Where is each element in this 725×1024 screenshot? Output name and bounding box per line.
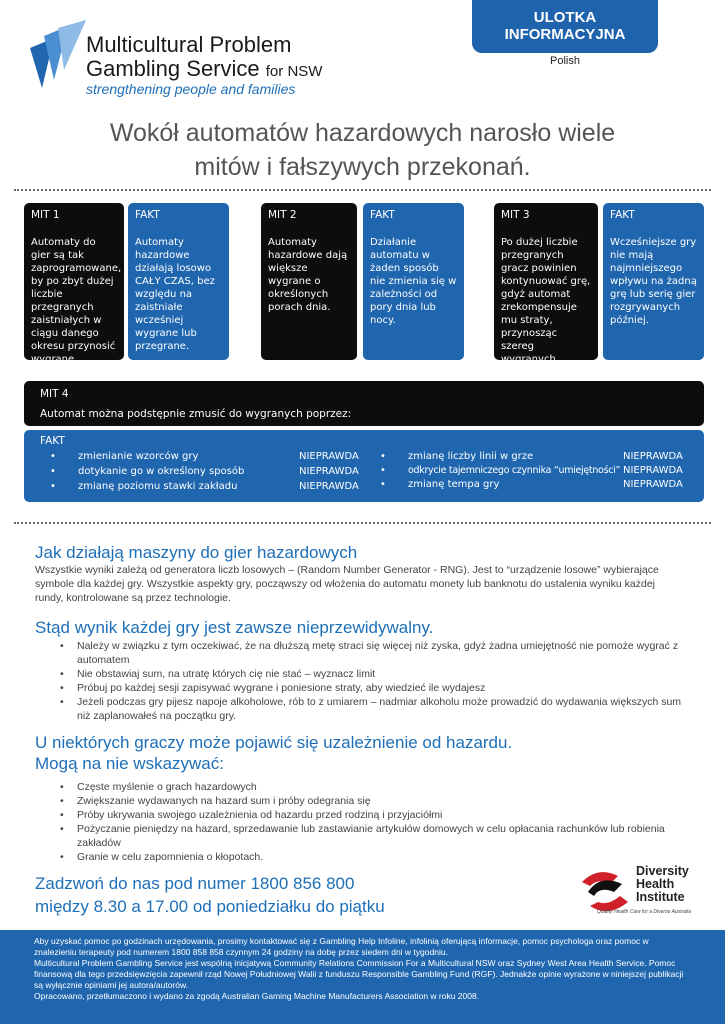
list-item: • Jeżeli podczas gry pijesz napoje alkoholowe, rób to z umiarem – nadmiar alkoholu może prowadzić do wydawania większych sum niż zaplanowałeś na początku gry. (60, 695, 685, 723)
partner-tagline: Quality Health Care for a Diverse Australia (597, 909, 692, 915)
list-item: • Granie w celu zapomnienia o kłopotach. (60, 850, 685, 864)
fact-item: zmianę tempa gry (408, 479, 500, 490)
card-label: MIT 3 (501, 209, 530, 221)
list-item: • Nie obstawiaj sum, na utratę których cię nie stać – wyznacz limit (60, 667, 685, 681)
leaflet-badge (472, 0, 658, 53)
card-text: Po dużej liczbie przegranych gracz powinien kontynuować grę, gdyż automat zrekompensuje mu straty, przynosząc szereg wygranych. (501, 237, 591, 365)
badge-line2: INFORMACYJNA (504, 26, 626, 43)
card-text: Wcześniejsze gry nie mają najmniejszego wpływu na żadną grę lub serię gier rozgrywanych później. (610, 237, 697, 326)
footer (0, 930, 725, 1024)
section-text: Wszystkie wyniki zależą od generatora liczb losowych – (Random Number Generator - RNG). Jest to “urządzenie losowe” wybierające symbole dla każdej gry. Wszystkie aspekty gry, począwszy od włożenia do automatu monety lub banknotu do ustalenia wyniku każdej rundy, kontrolowane są przez technologie. (35, 564, 659, 604)
fact-item: zmianę poziomu stawki zakładu (78, 481, 238, 492)
card-text: Automaty do gier są tak zaprogramowane, by po zbyt dużej liczbie przegranych zaistniałych w ciągu danego okresu przynosić wygrane. (31, 237, 122, 365)
heading-line1: U niektórych graczy może pojawić się uzależnienie od hazardu. (35, 733, 513, 752)
language-label: Polish (550, 55, 580, 67)
card-text: Automaty hazardowe dają większe wygrane o określonych porach dnia. (268, 237, 348, 313)
org-name-main: Gambling Service (86, 56, 260, 81)
card-label: MIT 4 (40, 388, 69, 400)
call-line1: Zadzwoń do nas pod numer 1800 856 800 (35, 874, 355, 893)
verdict-label: NIEPRAWDA (299, 451, 359, 462)
footer-paragraph: Opracowano, przetłumaczono i wydano za zgodą Australian Gaming Machine Manufacturers Association w roku 2008. (34, 991, 480, 1001)
card-label: FAKT (610, 209, 635, 221)
card-label: FAKT (40, 435, 65, 447)
page-title (40, 116, 685, 184)
org-name-suffix: for NSW (265, 63, 323, 80)
verdict-label: NIEPRAWDA (299, 466, 359, 477)
list-item: • Próby ukrywania swojego uzależnienia od hazardu przed rodziną i przyjaciółmi (60, 808, 685, 822)
myth-card-2 (261, 203, 357, 360)
partner-line2: Health (636, 877, 675, 891)
section-heading: Stąd wynik każdej gry jest zawsze nieprzewidywalny. (35, 618, 434, 637)
partner-name (636, 865, 689, 904)
fact-item: odkrycie tajemniczego czynnika “umiejętności” (408, 465, 621, 476)
footer-paragraph: Multicultural Problem Gambling Service jest wspólną inicjatywą Community Relations Commission For a Multicultural NSW oraz Sydney West Area Health Service. Pomoc finansową dla tego przedsięwzięcia zapewnił rząd Nowej Południowej Walii z funduszu Responsible Gambling Fund (RGF). Jednakże opinie wyrażone w niniejszej publikacji są wyłącznie opiniami jej autora/autorów. (34, 958, 684, 990)
verdict-label: NIEPRAWDA (299, 481, 359, 492)
verdict-label: NIEPRAWDA (623, 451, 683, 462)
verdict-label: NIEPRAWDA (623, 479, 683, 490)
fact-card-4: FAKT • zmienianie wzorców gry NIEPRAWDA • dotykanie go w określony sposób NIEPRAWDA • zmianę poziomu stawki zakładu NIEPRAWDA • zmianę liczby linii w grze NIEPRAWDA • odkrycie tajemniczego czynnika “umiejętności” NIEPRAWDA • zmianę tempa gry NIEPRAWDA (24, 430, 704, 502)
footer-paragraph: Aby uzyskać pomoc po godzinach urzędowania, prosimy kontaktować się z Gambling Help Infoline, infolinią oferującą informacje, pomoc psychologa oraz pomoc w znalezieniu terapeuty pod numerem 1800 858 858 czynnym 24 godziny na dobę przez siedem dni w tygodniu. (34, 936, 649, 957)
mpgs-logo-icon (24, 18, 94, 98)
badge-line1: ULOTKA (533, 9, 597, 26)
card-label: FAKT (370, 209, 395, 221)
fact-card-1 (128, 203, 229, 360)
card-label: FAKT (135, 209, 160, 221)
card-text: Automat można podstępnie zmusić do wygranych poprzez: (40, 408, 352, 420)
call-to-action (35, 872, 385, 918)
card-text: Automaty hazardowe działają losowo CAŁY CZAS, bez względu na zaistniałe wcześniej wygrane lub przegrane. (135, 237, 215, 352)
partner-line3: Institute (636, 890, 685, 904)
list-item: • Pożyczanie pieniędzy na hazard, sprzedawanie lub zastawianie artykułów domowych w celu opłacania rachunków lub robienia zakładów (60, 822, 685, 850)
list-item: • Należy w związku z tym oczekiwać, że na dłuższą metę straci się więcej niż zyska, gdyż żadna umiejętność nie pomoże wygrać z automatem (60, 639, 685, 667)
tips-list (60, 639, 685, 723)
card-label: MIT 2 (268, 209, 297, 221)
divider (14, 522, 711, 524)
partner-line1: Diversity (636, 864, 689, 878)
org-name-line1: Multicultural Problem (86, 32, 292, 57)
myth-card-1 (24, 203, 124, 365)
fact-item: dotykanie go w określony sposób (78, 466, 245, 477)
tagline: strengthening people and families (86, 81, 296, 97)
card-text: Działanie automatu w żaden sposób nie zmienia się w zależności od pory dnia lub nocy. (370, 237, 457, 326)
myth-card-3 (494, 203, 598, 365)
list-item: • Próbuj po każdej sesji zapisywać wygrane i poniesione straty, aby wiedzieć ile wydajesz (60, 681, 685, 695)
list-item: • Częste myślenie o grach hazardowych (60, 780, 685, 794)
call-line2: między 8.30 a 17.00 od poniedziałku do piątku (35, 897, 385, 916)
section-heading: Jak działają maszyny do gier hazardowych (35, 543, 358, 562)
fact-card-3 (603, 203, 704, 360)
fact-item: zmienianie wzorców gry (78, 451, 199, 462)
heading-line2: Mogą na nie wskazywać: (35, 754, 224, 773)
section-heading (35, 732, 512, 774)
verdict-label: NIEPRAWDA (623, 465, 683, 476)
list-item: • Zwiększanie wydawanych na hazard sum i próby odegrania się (60, 794, 685, 808)
fact-item: zmianę liczby linii w grze (408, 451, 534, 462)
myth-card-4 (24, 381, 704, 426)
org-name-line2 (86, 57, 322, 84)
signs-list (60, 780, 685, 864)
fact-card-2 (363, 203, 464, 360)
title-line1: Wokół automatów hazardowych narosło wiele (109, 119, 616, 147)
divider (14, 189, 711, 191)
title-line2: mitów i fałszywych przekonań. (194, 153, 531, 181)
card-label: MIT 1 (31, 209, 60, 221)
